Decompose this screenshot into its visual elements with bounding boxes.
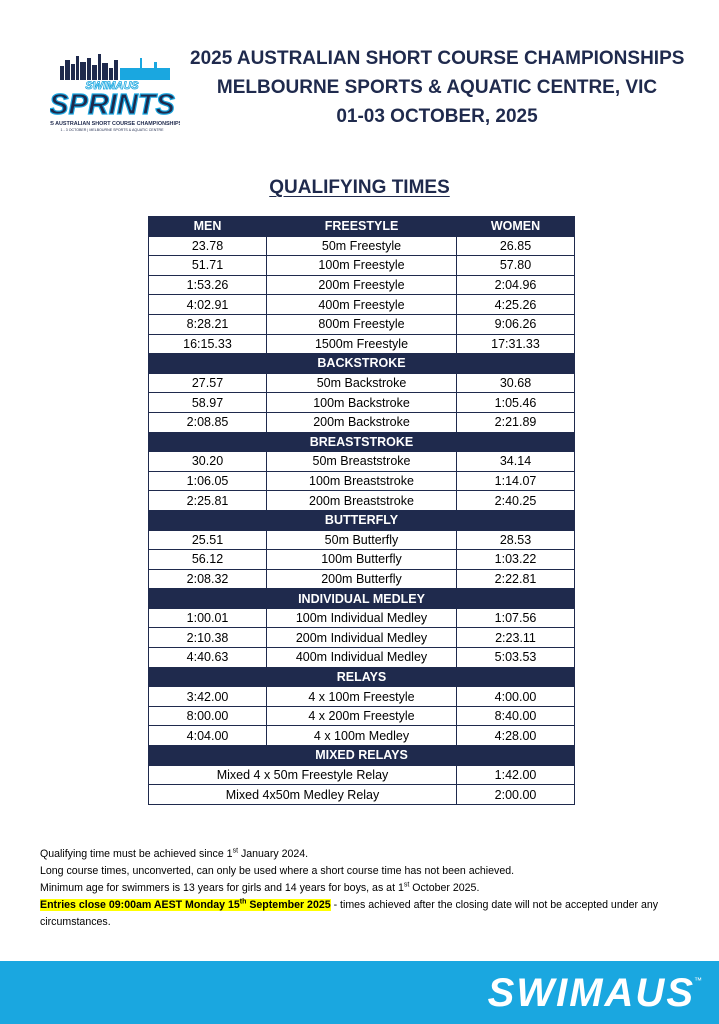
event-name: 50m Backstroke	[267, 373, 457, 393]
men-time: 1:06.05	[149, 471, 267, 491]
men-time: 8:28.21	[149, 314, 267, 334]
event-name: 1500m Freestyle	[267, 334, 457, 354]
event-name: 200m Butterfly	[267, 569, 457, 589]
men-time: 3:42.00	[149, 687, 267, 707]
table-row	[149, 648, 575, 668]
note-qualifying-period: Qualifying time must be achieved since 1st January 2024.	[40, 847, 309, 860]
table-row	[149, 530, 575, 550]
section-header-butterfly	[149, 510, 575, 530]
section-header-label: INDIVIDUAL MEDLEY	[149, 589, 575, 609]
men-time: 2:10.38	[149, 628, 267, 648]
event-name: 50m Butterfly	[267, 530, 457, 550]
table-row	[149, 393, 575, 413]
table-row	[149, 785, 575, 805]
women-time: 2:23.11	[457, 628, 575, 648]
event-name: 100m Backstroke	[267, 393, 457, 413]
column-header-men: MEN	[149, 217, 267, 237]
notes	[40, 846, 680, 931]
event-name: 4 x 100m Freestyle	[267, 687, 457, 707]
men-time: 58.97	[149, 393, 267, 413]
women-time: 1:03.22	[457, 550, 575, 570]
men-time: 51.71	[149, 256, 267, 276]
event-name: 4 x 100m Medley	[267, 726, 457, 746]
section-header-mixed-relays	[149, 746, 575, 766]
men-time: 4:02.91	[149, 295, 267, 315]
women-time: 1:07.56	[457, 608, 575, 628]
svg-text:SPRINTS: SPRINTS	[50, 89, 175, 121]
women-time: 2:22.81	[457, 569, 575, 589]
table-row	[149, 491, 575, 511]
mixed-time: 1:42.00	[457, 765, 575, 785]
header-titles	[190, 44, 684, 131]
men-time: 25.51	[149, 530, 267, 550]
men-time: 30.20	[149, 452, 267, 472]
women-time: 30.68	[457, 373, 575, 393]
men-time: 2:25.81	[149, 491, 267, 511]
svg-text:™: ™	[694, 976, 702, 985]
event-name: 50m Breaststroke	[267, 452, 457, 472]
svg-text:SWIMAUS: SWIMAUS	[487, 973, 695, 1013]
men-time: 2:08.85	[149, 412, 267, 432]
men-time: 4:04.00	[149, 726, 267, 746]
svg-text:2025 AUSTRALIAN SHORT COURSE C: 2025 AUSTRALIAN SHORT COURSE CHAMPIONSHIPS	[50, 121, 180, 127]
men-time: 16:15.33	[149, 334, 267, 354]
table-row	[149, 452, 575, 472]
men-time: 2:08.32	[149, 569, 267, 589]
section-header-relays	[149, 667, 575, 687]
women-time: 1:14.07	[457, 471, 575, 491]
women-time: 2:21.89	[457, 412, 575, 432]
table-row	[149, 471, 575, 491]
women-time: 17:31.33	[457, 334, 575, 354]
header-line-3: 01-03 OCTOBER, 2025	[336, 106, 538, 127]
qualifying-times-table	[148, 216, 575, 805]
table-row	[149, 236, 575, 256]
women-time: 4:25.26	[457, 295, 575, 315]
event-logo	[50, 50, 180, 134]
table-row	[149, 334, 575, 354]
table-header-row	[149, 217, 575, 237]
event-name: 100m Freestyle	[267, 256, 457, 276]
section-header-label: BUTTERFLY	[149, 510, 575, 530]
men-time: 1:00.01	[149, 608, 267, 628]
table-row	[149, 765, 575, 785]
table-row	[149, 295, 575, 315]
table-row	[149, 550, 575, 570]
women-time: 2:40.25	[457, 491, 575, 511]
women-time: 2:04.96	[457, 275, 575, 295]
women-time: 9:06.26	[457, 314, 575, 334]
event-name: 50m Freestyle	[267, 236, 457, 256]
event-name: 100m Breaststroke	[267, 471, 457, 491]
section-title: QUALIFYING TIMES	[269, 177, 450, 198]
event-name: 4 x 200m Freestyle	[267, 706, 457, 726]
note-entries-close: Entries close 09:00am AEST Monday 15th September 2025 - times achieved after the closing date will not be accepted under any circumstances.	[40, 898, 659, 928]
table-row	[149, 275, 575, 295]
men-time: 23.78	[149, 236, 267, 256]
event-name: Mixed 4 x 50m Freestyle Relay	[149, 765, 457, 785]
table-row	[149, 256, 575, 276]
header-line-1: 2025 AUSTRALIAN SHORT COURSE CHAMPIONSHIPS	[190, 48, 685, 69]
table-row	[149, 687, 575, 707]
svg-text:SWIMAUS: SWIMAUS	[85, 80, 139, 92]
section-header-label: RELAYS	[149, 667, 575, 687]
swimaus-logo	[403, 973, 703, 1013]
women-time: 26.85	[457, 236, 575, 256]
note-minimum-age: Minimum age for swimmers is 13 years for girls and 14 years for boys, as at 1st October 2025.	[40, 881, 480, 894]
table-row	[149, 706, 575, 726]
table-row	[149, 569, 575, 589]
women-time: 4:00.00	[457, 687, 575, 707]
event-name: 200m Freestyle	[267, 275, 457, 295]
table-row	[149, 726, 575, 746]
event-name: 800m Freestyle	[267, 314, 457, 334]
note-long-course: Long course times, unconverted, can only be used where a short course time has not been achieved.	[40, 865, 515, 877]
event-name: Mixed 4x50m Medley Relay	[149, 785, 457, 805]
women-time: 34.14	[457, 452, 575, 472]
men-time: 8:00.00	[149, 706, 267, 726]
section-header-backstroke	[149, 354, 575, 374]
men-time: 27.57	[149, 373, 267, 393]
event-name: 200m Backstroke	[267, 412, 457, 432]
event-name: 200m Individual Medley	[267, 628, 457, 648]
section-header-label: BREASTSTROKE	[149, 432, 575, 452]
table-row	[149, 412, 575, 432]
column-header-event: FREESTYLE	[267, 217, 457, 237]
men-time: 1:53.26	[149, 275, 267, 295]
men-time: 56.12	[149, 550, 267, 570]
event-name: 100m Butterfly	[267, 550, 457, 570]
mixed-time: 2:00.00	[457, 785, 575, 805]
footer-bar	[0, 961, 719, 1024]
section-header-label: MIXED RELAYS	[149, 746, 575, 766]
event-name: 200m Breaststroke	[267, 491, 457, 511]
women-time: 57.80	[457, 256, 575, 276]
section-header-label: BACKSTROKE	[149, 354, 575, 374]
column-header-women: WOMEN	[457, 217, 575, 237]
women-time: 5:03.53	[457, 648, 575, 668]
table-row	[149, 628, 575, 648]
women-time: 8:40.00	[457, 706, 575, 726]
women-time: 28.53	[457, 530, 575, 550]
men-time: 4:40.63	[149, 648, 267, 668]
section-header-individual-medley	[149, 589, 575, 609]
event-name: 400m Freestyle	[267, 295, 457, 315]
entries-close-highlight: Entries close 09:00am AEST Monday 15th September 2025	[40, 898, 331, 911]
section-header-breaststroke	[149, 432, 575, 452]
women-time: 1:05.46	[457, 393, 575, 413]
table-row	[149, 314, 575, 334]
header-line-2: MELBOURNE SPORTS & AQUATIC CENTRE, VIC	[216, 77, 658, 98]
event-name: 100m Individual Medley	[267, 608, 457, 628]
svg-text:1 - 3 OCTOBER | MELBOURNE SPOR: 1 - 3 OCTOBER | MELBOURNE SPORTS & AQUATIC CENTRE	[60, 128, 164, 132]
table-row	[149, 373, 575, 393]
event-name: 400m Individual Medley	[267, 648, 457, 668]
women-time: 4:28.00	[457, 726, 575, 746]
table-row	[149, 608, 575, 628]
